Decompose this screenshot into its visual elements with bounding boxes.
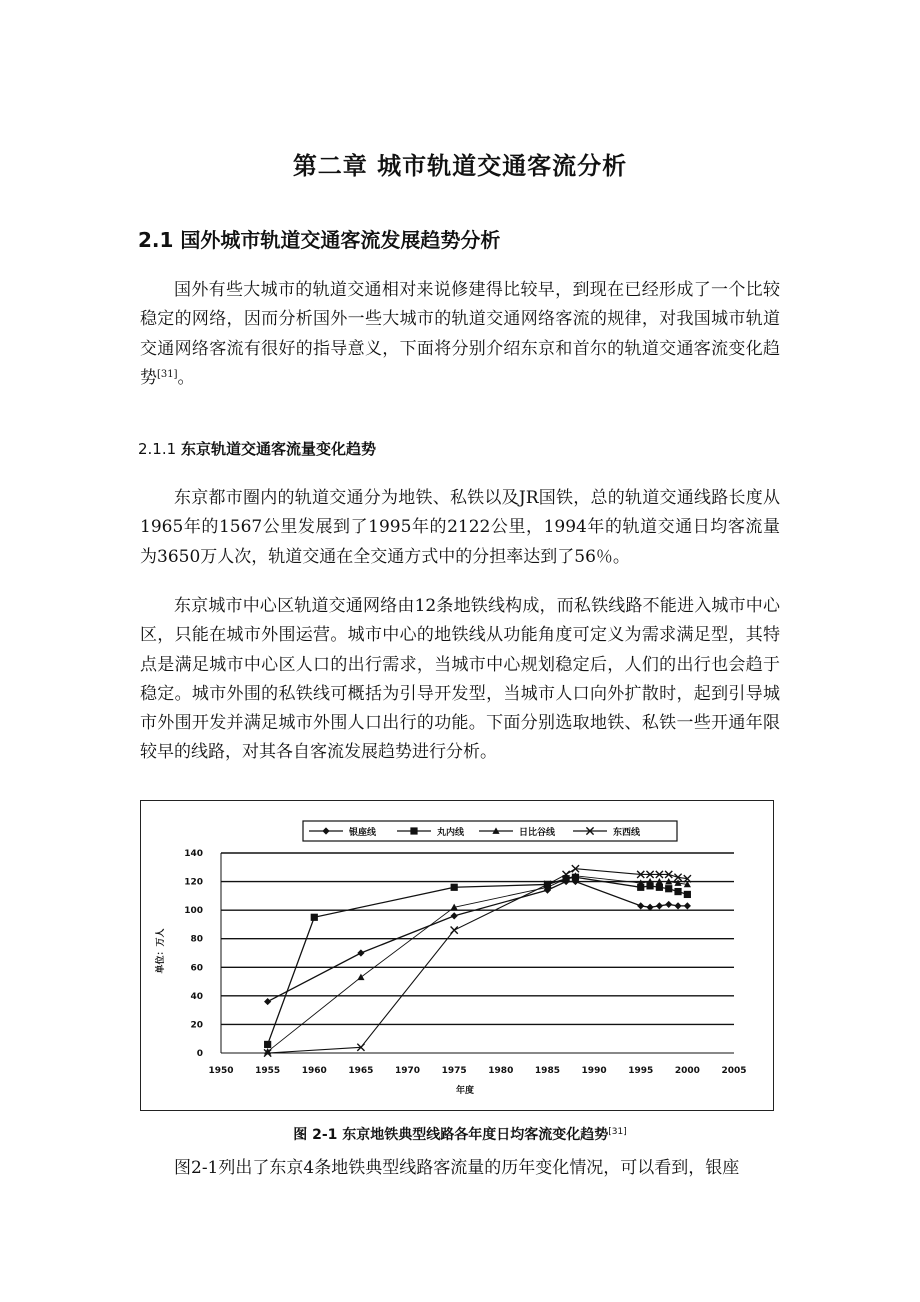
x-axis-label: 年度: [455, 1086, 475, 1096]
paragraph-tokyo-center: 东京城市中心区轨道交通网络由12条地铁线构成，而私铁线路不能进入城市中心区，只能在城市外围运营。城市中心的地铁线从功能角度可定义为需求满足型，其特点是满足城市中心区人口的出行需求，当城市中心规划稳定后，人们的出行也会趋于稳定。城市外围的私铁线可概括为引导开发型，当城市人口向外扩散时，起到引导城市外围开发并满足城市外围人口出行的功能。下面分别选取地铁、私铁一些开通年限较早的线路，对其各自客流发展趋势进行分析。: [140, 596, 780, 763]
legend-marker: [410, 827, 417, 834]
subsection-title: [138, 438, 376, 459]
y-tick-label: 20: [190, 1020, 203, 1031]
x-tick-label: 1955: [255, 1066, 281, 1076]
figure-caption: [0, 1124, 920, 1144]
legend-label: 丸内线: [437, 828, 465, 838]
data-point: [357, 949, 364, 956]
line-chart: [141, 801, 775, 1112]
y-tick-label: 40: [190, 991, 203, 1002]
paragraph-intro: [140, 276, 780, 393]
data-point: [674, 888, 681, 895]
series-line: [268, 882, 688, 1002]
x-tick-label: 1960: [301, 1066, 327, 1076]
x-tick-label: 2005: [721, 1066, 747, 1076]
paragraph-tokyo-network: 东京都市圈内的轨道交通分为地铁、私铁以及JR国铁，总的轨道交通线路长度从1965年的1567公里发展到了1995年的2122公里，1994年的轨道交通日均客流量为3650万人次，轨道交通在全交通方式中的分担率达到了56％。: [140, 488, 780, 567]
x-tick-label: 1985: [534, 1066, 560, 1076]
x-tick-label: 1990: [581, 1066, 607, 1076]
chapter-title: 第二章 城市轨道交通客流分析: [292, 152, 628, 180]
data-point: [357, 974, 364, 980]
data-point: [451, 884, 458, 891]
y-tick-label: 80: [190, 934, 203, 945]
x-tick-label: 1965: [348, 1066, 374, 1076]
data-point: [637, 902, 644, 909]
data-point: [656, 884, 663, 891]
paragraph-intro-end: 。: [177, 367, 195, 388]
caption-citation-ref[interactable]: [31]: [608, 1127, 627, 1137]
x-tick-label: 1950: [208, 1066, 234, 1076]
legend-label: 日比谷线: [519, 828, 556, 838]
data-point: [674, 902, 681, 909]
legend-label: 东西线: [613, 828, 641, 838]
data-point: [311, 914, 318, 921]
citation-ref[interactable]: [31]: [157, 368, 178, 380]
data-point: [264, 998, 271, 1005]
section-title: 2.1 国外城市轨道交通客流发展趋势分析: [138, 228, 501, 252]
y-tick-label: 60: [190, 963, 203, 974]
y-axis-label: 单位：万人: [156, 928, 166, 974]
x-tick-label: 1975: [441, 1066, 467, 1076]
series-line: [268, 876, 688, 1052]
series-line: [268, 869, 688, 1053]
data-point: [684, 891, 691, 898]
x-tick-label: 1970: [395, 1066, 421, 1076]
y-tick-label: 0: [196, 1049, 203, 1059]
paragraph-intro-text: 国外有些大城市的轨道交通相对来说修建得比较早，到现在已经形成了一个比较稳定的网络，因而分析国外一些大城市的轨道交通网络客流的规律，对我国城市轨道交通网络客流有很好的指导意义，下面将分别介绍东京和首尔的轨道交通客流变化趋势: [140, 280, 780, 388]
data-point: [665, 885, 672, 892]
x-tick-label: 1995: [628, 1066, 654, 1076]
x-tick-label: 2000: [674, 1066, 700, 1076]
data-point: [684, 902, 691, 909]
data-point: [451, 912, 458, 919]
figure-chart: [140, 800, 774, 1111]
subsection-number: 2.1.1: [138, 440, 181, 458]
x-tick-label: 1980: [488, 1066, 514, 1076]
y-tick-label: 140: [184, 849, 203, 859]
paragraph-figure-discussion: 图2-1列出了东京4条地铁典型线路客流量的历年变化情况，可以看到，银座: [174, 1158, 740, 1178]
data-point: [665, 901, 672, 908]
y-tick-label: 120: [184, 877, 203, 888]
subsection-title-text: 东京轨道交通客流量变化趋势: [180, 440, 376, 458]
data-point: [264, 1041, 271, 1048]
figure-caption-text: 图 2-1 东京地铁典型线路各年度日均客流变化趋势: [293, 1127, 609, 1143]
data-point: [656, 902, 663, 909]
legend-label: 银座线: [349, 828, 377, 838]
y-tick-label: 100: [184, 906, 203, 917]
data-point: [451, 927, 458, 934]
